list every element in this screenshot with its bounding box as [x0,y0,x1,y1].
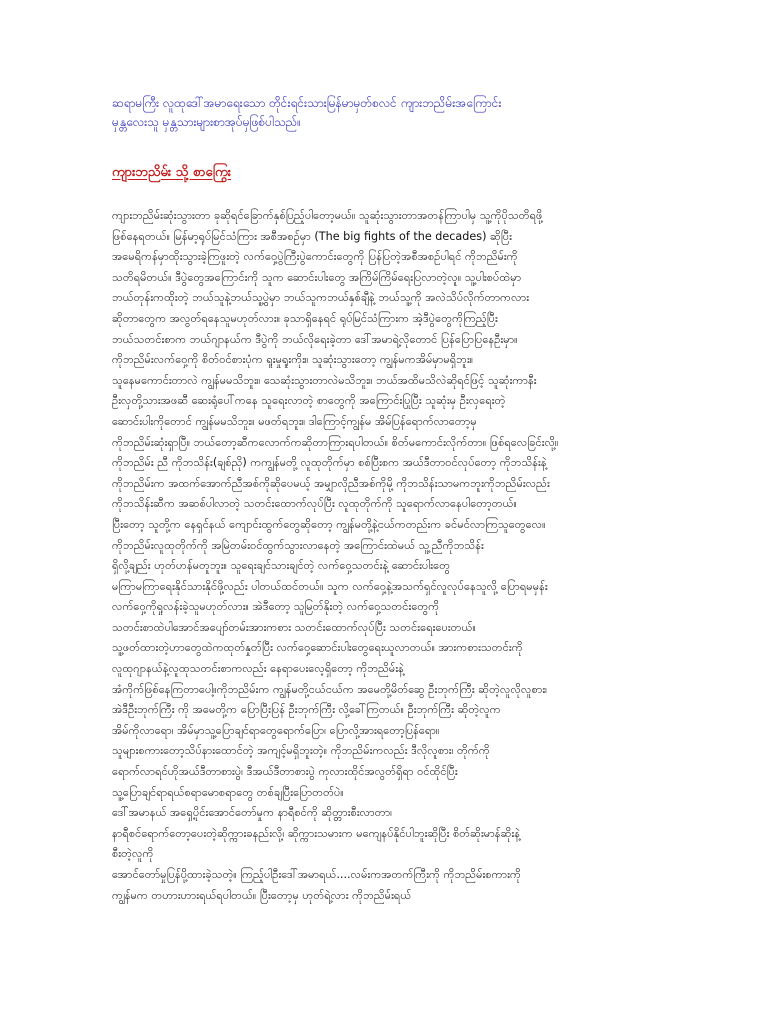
body-paragraph [112,206,692,906]
body-line: ဆောင်းပါးကိုတောင် ကျွန်မမသိဘူး။ မဖတ်ရဘူး။ ဒါကြောင့်ကျွန်မ အိမ်ပြန်ရောက်လာတော့မှ [112,414,477,428]
body-line: သူ့ဖတ်ထားတဲ့ဟာတွေထဲကထုတ်နှုတ်ပြီး လက်ဝှေ့ဆောင်းပါးတွေရေးယူလာတယ်။ အားကစားသတင်းကို [112,641,523,655]
body-line: ကိုဘညိမ်းဆုံးရှာပြီ။ ဘယ်တော့ဆီကလောက်ကဆိုတာကြားရပါတယ်။ စိတ်မကောင်းလိုက်တာ။ ဖြစ်ရလေခြင်းလို့။ [112,435,559,449]
body-line: ရောက်လာရင်ဟိုအယ်ဒီတာစားပွဲ၊ ဒီအယ်ဒီတာစားပွဲ ကုလားထိုင်အလွတ်ရှိရာ ဝင်ထိုင်ပြီး [112,765,458,779]
body-line: နာရီစင်ရောက်တော့ပေးတဲ့ဆိုက္ကားခနည်းလို့၊ ဆိုက္ကားသမားက မကျေနပ်နိုင်ပါဘူးဆိုပြီး စိတ်ဆိုးမာန်ဆိုးနဲ့ [112,826,521,840]
body-line: အဲဒီဦးဘုက်ကြီး ကို အမေတို့က ပြောပြီးပြန် ဦးဘုက်ကြီး လို့ခေါ်ကြတယ်။ ဦးဘုက်ကြီး ဆိုတဲ့လူက [112,703,501,717]
body-line: ကျားဘညိမ်းဆုံးသွားတာ ခုဆိုရင်ခြောက်နှစ်ပြည့်ပါတော့မယ်။ သူဆုံးသွားတာအတန်ကြာပါမှ သူ့ကိုပိုသတိရဖို့ [112,209,543,222]
body-line: ကိုဘညိမ်းလူထုတိုက်ကို အမြဲတမ်းဝင်ထွက်သွားလာနေတဲ့ အကြောင်းထဲမယ် သူ့ညီကိုဘသိန်း [112,538,484,552]
body-line: သူနေမကောင်းတာလဲ ကျွန်မမသိဘူး။ သေဆုံးသွားတာလဲမသိဘူး။ ဘယ်အထိမသိလဲဆိုရင်ဖြင့် သူဆုံးကာနီး [112,373,537,387]
body-line: ဖြစ်နေရတယ်။ မြန်မာ့ရုပ်မြင်သံကြား အစီအစဉ်မှာ (The big fights of the decades) ဆိုပြီး [112,229,512,243]
body-line: လူထုဂျာနယ်နဲ့လူထုသတင်းစာကလည်း နေရာပေးလေ့ရှိတော့ ကိုဘညိမ်းနဲ့ [112,662,404,676]
intro-line: မှန္တလေးသူ မှန္တသားများစာအုပ်မှဖြစ်ပါသည်။ [112,115,301,129]
body-line: ကိုဘညိမ်းက အထက်အောက်ညီအစ်ကိုဆိုပေမယ့် အမျှာလိုညီအစ်ကိုမို့ ကိုဘသိန်းသာမကဘူးကိုဘညိမ်းလည်း [112,476,550,490]
body-line: ရှိလို့ချည်း ဟုတ်ဟန်မတူဘူး။ သူရေးချင်သားချင်တဲ့ လက်ဝှေ့သတင်းနဲ့ ဆောင်းပါးတွေ [112,559,451,573]
body-line: ကိုဘညိမ်း ညီ ကိုဘသိန်း(ချစ်ညို) ကကျွန်မတို့ လူထုတိုက်မှာ စစ်ပြီးစက အယ်ဒီတာဝင်လုပ်တော့ ကိုဘသိန်းနဲ့ [112,456,547,470]
body-line: အမေရိကန်မှာထိုးသွားခဲ့ကြဖူးတဲ့ လက်ဝှေ့ပွဲကြီးပွဲကောင်းတွေကို ပြန်ပြတဲ့အစီအစဉ်ပါရင် ကိုဘညိမ်းကို [112,250,518,264]
intro-paragraph [112,94,688,132]
intro-line: ဆရာမကြီး လူထုဒေါ်အမာရေးသော တိုင်းရင်းသားမြန်မာမှတ်စလင် ကျားဘညိမ်းအကြောင်း [112,96,502,110]
section-heading: ကျားဘညိမ်း သို့ စာကြွေး [112,165,232,180]
body-line: စီးတဲ့လူကို [112,847,154,861]
body-line: ဘယ်သတင်းစာက ဘယ်ဂျာနယ်က ဒီပွဲကို ဘယ်လိုရေးခဲ့တာ ဒေါ်အမာရဲ့လိုတောင် ပြန်ပြောပြနေဦးမှာ။ [112,332,518,346]
body-line: ကိုဘသိန်းဆီက အဆစ်ပါလာတဲ့ သတင်းထောက်လုပ်ပြီး လူထုတိုက်ကို သူရောက်လာနေပါတော့တယ်။ [112,497,517,511]
body-line: အောင်တော်မှုပြန်ပို့ထားခဲ့သတဲ့။ ကြည့်ပါဦးဒေါ်အမာရယ်....လမ်းကအတက်ကြီးကို ကိုဘညိမ်းစကားကို [112,868,521,881]
body-line: ဆိုတာတွေက အလွတ်ရနေသူမဟုတ်လား။ ခုသာရှိနေရင် ရုပ်မြင်သံကြားက အဲ့ဒီပွဲတွေကိုကြည့်ပြီး [112,311,498,325]
body-line: မကြာမကြာရေးနိုင်သားနိုင်ဖို့လည်း ပါတယ်ထင်တယ်။ သူက လက်ဝှေ့နဲ့အသက်ရှင်လူလုပ်နေသူလို့ ပြောရမမှန်း [112,579,548,593]
body-line: အိမ်ကိုလာရော၊ အိမ်မှာသူ့ပြောချင်ရာတွေရောက်ပြော၊ ပြောလို့အားရတော့ပြန်ရော။ [112,723,440,737]
body-line: သူများစကားတော့သိပ်နားထောင်တဲ့ အကျင့်မရှိဘူးတဲ့။ ကိုဘညိမ်းကလည်း ဒီလိုလူစား၊ တိုက်ကို [112,744,490,758]
body-line: အံကိုက်ဖြစ်နေကြတာပေါ့။ကိုဘညိမ်းက ကျွန်မတို့ငယ်ငယ်က အမေတို့မိတ်ဆွေ ဦးဘုက်ကြီး ဆိုတဲ့လူလိုလူစား၊ [112,682,547,696]
body-line: လက်ဝှေ့ကိုရှုလန်းခဲ့သူမဟုတ်လား။ အဲဒီတော့ သူမြတ်နိုးတဲ့ လက်ဝှေ့သတင်းတွေကို [112,600,440,614]
body-line: ဒေါ်အမာနယ် အရှေ့ပိုင်းအောင်တော်မှုက နာရီစင်ကို ဆိုတ္တားစီးလာတာ၊ [112,806,393,820]
body-line: ဘယ်တုန်းကထိုးတဲ့ ဘယ်သူနဲ့ဘယ်သူ့ပွဲမှာ ဘယ်သူကဘယ်နှစ်ချီနဲ့ ဘယ်သူ့ကို အလဲသိပ်လိုက်တာကလား [112,291,530,305]
body-line: သတိရမိတယ်။ ဒီပွဲတွေအကြောင်းကို သူက ဆောင်းပါးတွေ အကြိမ်ကြိမ်ရေးပြလာတဲ့လူ။ သူ့ပါးစပ်ထဲမှာ [112,270,522,284]
body-line: ပြီးတော့ သူတို့က နေရှင်နယ် ကျောင်းထွက်တွေဆိုတော့ ကျွန်မတို့နဲ့ငယ်ကတည်းက ခင်မင်လာကြသူတွေလေ။ [112,517,546,531]
body-line: ကျွန်မက တဟားဟားရယ်ရပါတယ်။ ပြီးတော့မှ ဟုတ်ရဲ့လား ကိုဘညိမ်းရယ် [112,888,412,902]
body-line: သူ့ပြောချင်ရာရယ်စရာမောစရာတွေ တစ်ချပြီးပြောတတ်ပဲ။ [112,785,344,799]
body-line: သတင်းစာထဲပါအောင်အပျော်တမ်းအားကစား သတင်းထောက်လုပ်ပြီး သတင်းရေးပေးတယ်။ [112,620,476,634]
body-line: ကိုဘညိမ်းလက်ဝှေ့ကို စိတ်ဝင်စားပုံက ရူးမှုရူးကိုး။ သူဆုံးသွားတော့ ကျွန်မကအိမ်မှာမရှိဘူး။ [112,353,474,367]
body-line: ဦးလှတို့သားအဖဆီ ဆေးရုံပေါ်ကနေ သူရေးလာတဲ့ စာတွေကို အကြောင်းပြုပြီး သူဆုံးမှ ဦးလှရေးတဲ့ [112,394,506,408]
